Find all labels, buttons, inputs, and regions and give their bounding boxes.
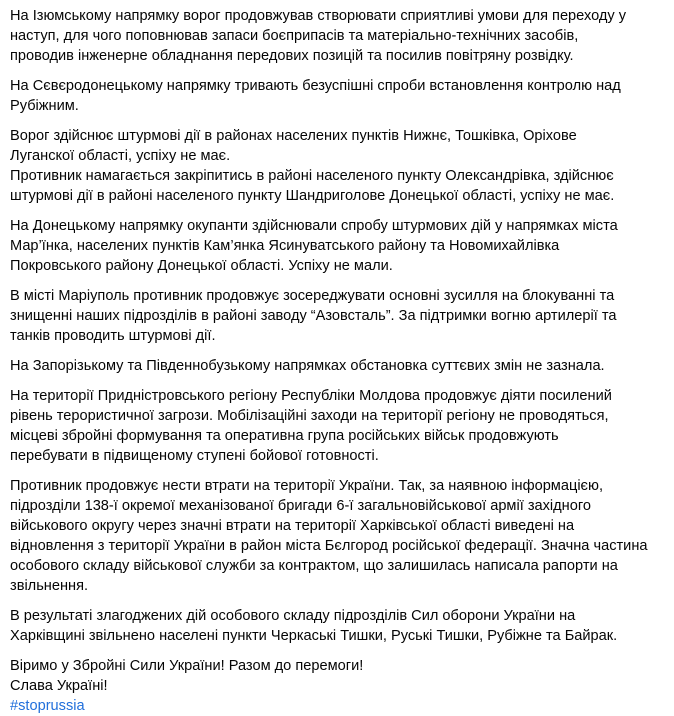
post-paragraph [10,166,664,206]
paragraph-line: Противник намагається закріпитись в районі населеного пункту Олександрівка, здійснює [10,168,614,184]
post-paragraph [10,476,664,596]
paragraph-line: особового складу військової служби за контрактом, що залишилась написала рапорти на [10,558,618,574]
paragraph-line: перебувати в підвищеному ступені бойової готовності. [10,448,379,464]
paragraph-line: військового округу через значні втрати на території Харківської області виведені на [10,518,575,534]
paragraph-line: На Ізюмському напрямку ворог продовжував створювати сприятливі умови для переходу у [10,8,627,24]
paragraph-line: Покровського району Донецької області. Успіху не мали. [10,258,393,274]
paragraph-line: відновлення з території України в район міста Бєлгород російської федерації. Значна частина [10,538,648,554]
paragraph-line: рівень терористичної загрози. Мобілізаційні заходи на території регіону не проводяться, [10,408,609,424]
paragraph-line: знищенні наших підрозділів в районі заводу “Азовсталь”. За підтримки вогню артилерії та [10,308,617,324]
paragraph-line: Ворог здійснює штурмові дії в районах населених пунктів Нижнє, Тошківка, Оріхове [10,128,577,144]
paragraph-line: звільнення. [10,578,89,594]
post-paragraph [10,356,664,376]
hashtag-link[interactable]: #stoprussia [10,698,85,714]
post-paragraph [10,126,664,166]
paragraph-line: Луганскої області, успіху не має. [10,148,231,164]
paragraph-line: наступ, для чого поповнював запаси боєприпасів та матеріально-технічних засобів, [10,28,579,44]
paragraph-line: Харківщині звільнено населені пункти Черкаські Тишки, Руські Тишки, Рубіжне та Байрак. [10,628,618,644]
paragraph-line: проводив інженерне обладнання передових позицій та посилив повітряну розвідку. [10,48,574,64]
paragraph-line: Слава Україні! [10,678,108,694]
paragraph-line: місцеві збройні формування та оперативна група російських військ продовжують [10,428,559,444]
paragraph-line: На Запорізькому та Південнобузькому напрямках обстановка суттєвих змін не зазнала. [10,358,605,374]
paragraph-line: Мар’їнка, населених пунктів Кам’янка Ясинуватського району та Новомихайлівка [10,238,560,254]
paragraph-line: підрозділи 138-ї окремої механізованої бригади 6-ї загальновійськової армії західного [10,498,591,514]
paragraph-line: На території Придністровського регіону Республіки Молдова продовжує діяти посилений [10,388,612,404]
paragraph-line: В місті Маріуполь противник продовжує зосереджувати основні зусилля на блокуванні та [10,288,615,304]
post-paragraph [10,6,664,66]
post-paragraph [10,76,664,116]
paragraph-line: Віримо у Збройні Сили України! Разом до перемоги! [10,658,364,674]
paragraph-line: На Сєвєродонецькому напрямку тривають безуспішні спроби встановлення контролю над [10,78,621,94]
paragraph-line: штурмові дії в районі населеного пункту Шандриголове Донецької області, успіху не має. [10,188,615,204]
post-paragraph [10,606,664,646]
post-paragraph [10,656,664,696]
paragraph-line: Рубіжним. [10,98,79,114]
paragraph-line: В результаті злагоджених дій особового складу підрозділів Сил оборони України на [10,608,576,624]
paragraph-line: танків проводить штурмові дії. [10,328,216,344]
post-paragraph [10,286,664,346]
post-paragraph [10,386,664,466]
paragraph-line: На Донецькому напрямку окупанти здійснювали спробу штурмових дій у напрямках міста [10,218,618,234]
post-paragraph [10,216,664,276]
paragraph-line: Противник продовжує нести втрати на території України. Так, за наявною інформацією, [10,478,604,494]
